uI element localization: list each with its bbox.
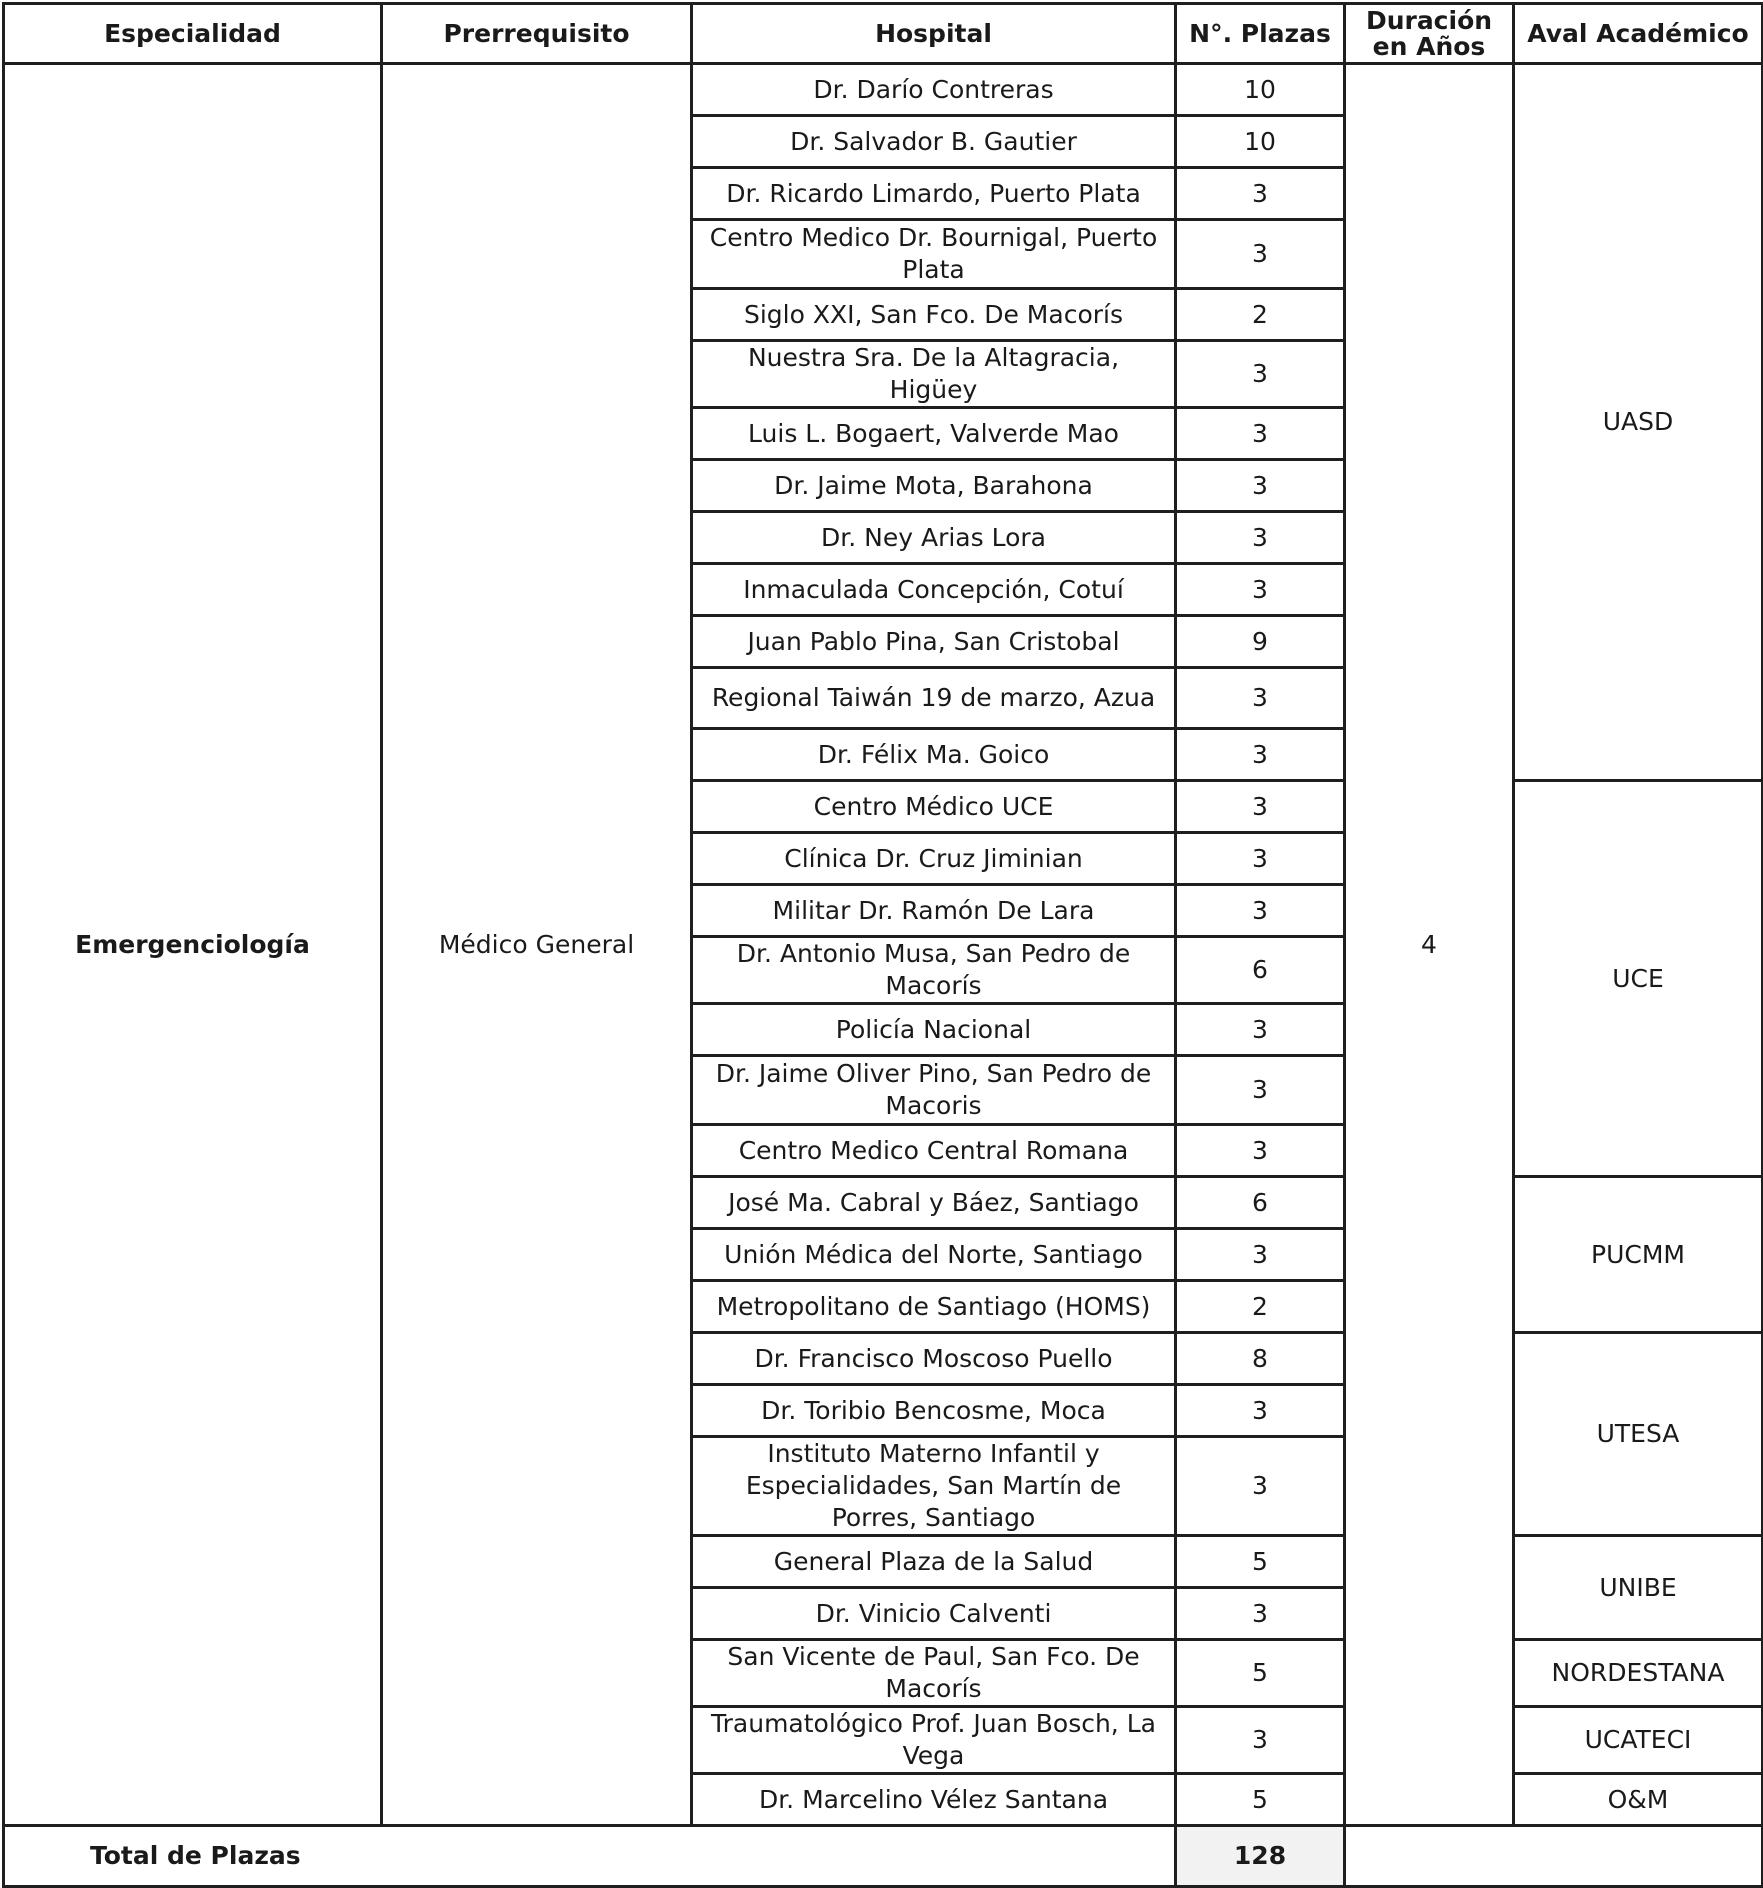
slots-cell: 10: [1176, 64, 1345, 116]
hospital-cell: Traumatológico Prof. Juan Bosch, La Vega: [692, 1707, 1176, 1774]
hospital-cell: Dr. Ricardo Limardo, Puerto Plata: [692, 168, 1176, 220]
header-row: [4, 4, 1763, 64]
academic-cell-uce: UCE: [1514, 781, 1763, 1177]
hospital-cell: Regional Taiwán 19 de marzo, Azua: [692, 668, 1176, 729]
slots-cell: 5: [1176, 1774, 1345, 1826]
academic-cell-pucmm: PUCMM: [1514, 1177, 1763, 1333]
slots-cell: 5: [1176, 1640, 1345, 1707]
academic-cell-uasd: UASD: [1514, 64, 1763, 781]
specialty-cell: Emergenciología: [4, 64, 382, 1826]
academic-cell-ucateci: UCATECI: [1514, 1707, 1763, 1774]
slots-cell: 10: [1176, 116, 1345, 168]
hospital-cell: Metropolitano de Santiago (HOMS): [692, 1281, 1176, 1333]
prerequisite-cell: Médico General: [382, 64, 692, 1826]
hospital-cell: Juan Pablo Pina, San Cristobal: [692, 616, 1176, 668]
hospital-cell: Dr. Francisco Moscoso Puello: [692, 1333, 1176, 1385]
slots-cell: 3: [1176, 512, 1345, 564]
header-hospital: Hospital: [692, 4, 1176, 64]
slots-cell: 3: [1176, 341, 1345, 408]
slots-cell: 6: [1176, 1177, 1345, 1229]
hospital-cell: Instituto Materno Infantil y Especialidades, San Martín de Porres, Santiago: [692, 1437, 1176, 1536]
hospital-cell: Dr. Ney Arias Lora: [692, 512, 1176, 564]
slots-cell: 3: [1176, 885, 1345, 937]
hospital-cell: Centro Medico Central Romana: [692, 1125, 1176, 1177]
hospital-cell: Dr. Darío Contreras: [692, 64, 1176, 116]
academic-cell-nordestana: NORDESTANA: [1514, 1640, 1763, 1707]
slots-cell: 3: [1176, 168, 1345, 220]
slots-cell: 6: [1176, 937, 1345, 1004]
hospital-cell: Siglo XXI, San Fco. De Macorís: [692, 289, 1176, 341]
header-specialty: Especialidad: [4, 4, 382, 64]
hospital-cell: Militar Dr. Ramón De Lara: [692, 885, 1176, 937]
hospital-cell: Luis L. Bogaert, Valverde Mao: [692, 408, 1176, 460]
hospital-cell: Inmaculada Concepción, Cotuí: [692, 564, 1176, 616]
slots-cell: 3: [1176, 668, 1345, 729]
header-slots: N°. Plazas: [1176, 4, 1345, 64]
hospital-cell: Dr. Antonio Musa, San Pedro de Macorís: [692, 937, 1176, 1004]
total-row: [4, 1826, 1763, 1887]
slots-cell: 3: [1176, 1588, 1345, 1640]
slots-cell: 3: [1176, 781, 1345, 833]
slots-cell: 3: [1176, 1707, 1345, 1774]
duration-cell: 4: [1345, 64, 1514, 1826]
hospital-cell: Centro Medico Dr. Bournigal, Puerto Plata: [692, 220, 1176, 289]
slots-cell: 2: [1176, 289, 1345, 341]
hospital-cell: Unión Médica del Norte, Santiago: [692, 1229, 1176, 1281]
slots-cell: 3: [1176, 1437, 1345, 1536]
slots-cell: 8: [1176, 1333, 1345, 1385]
hospital-cell: Dr. Toribio Bencosme, Moca: [692, 1385, 1176, 1437]
slots-cell: 3: [1176, 1056, 1345, 1125]
total-empty-cell: [1345, 1826, 1763, 1887]
hospital-cell: Clínica Dr. Cruz Jiminian: [692, 833, 1176, 885]
slots-cell: 3: [1176, 1125, 1345, 1177]
slots-cell: 2: [1176, 1281, 1345, 1333]
slots-cell: 3: [1176, 833, 1345, 885]
hospital-cell: Dr. Vinicio Calventi: [692, 1588, 1176, 1640]
hospital-cell: San Vicente de Paul, San Fco. De Macorís: [692, 1640, 1176, 1707]
hospital-cell: Dr. Jaime Oliver Pino, San Pedro de Macoris: [692, 1056, 1176, 1125]
hospital-cell: Dr. Marcelino Vélez Santana: [692, 1774, 1176, 1826]
residency-slots-table: [2, 2, 1763, 1888]
hospital-cell: Nuestra Sra. De la Altagracia, Higüey: [692, 341, 1176, 408]
hospital-cell: General Plaza de la Salud: [692, 1536, 1176, 1588]
table-row: [4, 64, 1763, 116]
header-academic: Aval Académico: [1514, 4, 1763, 64]
hospital-cell: Dr. Salvador B. Gautier: [692, 116, 1176, 168]
hospital-cell: Policía Nacional: [692, 1004, 1176, 1056]
slots-cell: 3: [1176, 460, 1345, 512]
header-duration: Duración en Años: [1345, 4, 1514, 64]
hospital-cell: Centro Médico UCE: [692, 781, 1176, 833]
slots-cell: 3: [1176, 1229, 1345, 1281]
header-prerequisite: Prerrequisito: [382, 4, 692, 64]
slots-cell: 3: [1176, 1004, 1345, 1056]
hospital-cell: José Ma. Cabral y Báez, Santiago: [692, 1177, 1176, 1229]
academic-cell-om: O&M: [1514, 1774, 1763, 1826]
slots-cell: 3: [1176, 564, 1345, 616]
academic-cell-utesa: UTESA: [1514, 1333, 1763, 1536]
slots-cell: 3: [1176, 408, 1345, 460]
slots-cell: 3: [1176, 1385, 1345, 1437]
hospital-cell: Dr. Jaime Mota, Barahona: [692, 460, 1176, 512]
slots-cell: 5: [1176, 1536, 1345, 1588]
slots-cell: 3: [1176, 220, 1345, 289]
slots-cell: 3: [1176, 729, 1345, 781]
slots-cell: 9: [1176, 616, 1345, 668]
total-label: Total de Plazas: [4, 1826, 1176, 1887]
academic-cell-unibe: UNIBE: [1514, 1536, 1763, 1640]
hospital-cell: Dr. Félix Ma. Goico: [692, 729, 1176, 781]
total-value: 128: [1176, 1826, 1345, 1887]
